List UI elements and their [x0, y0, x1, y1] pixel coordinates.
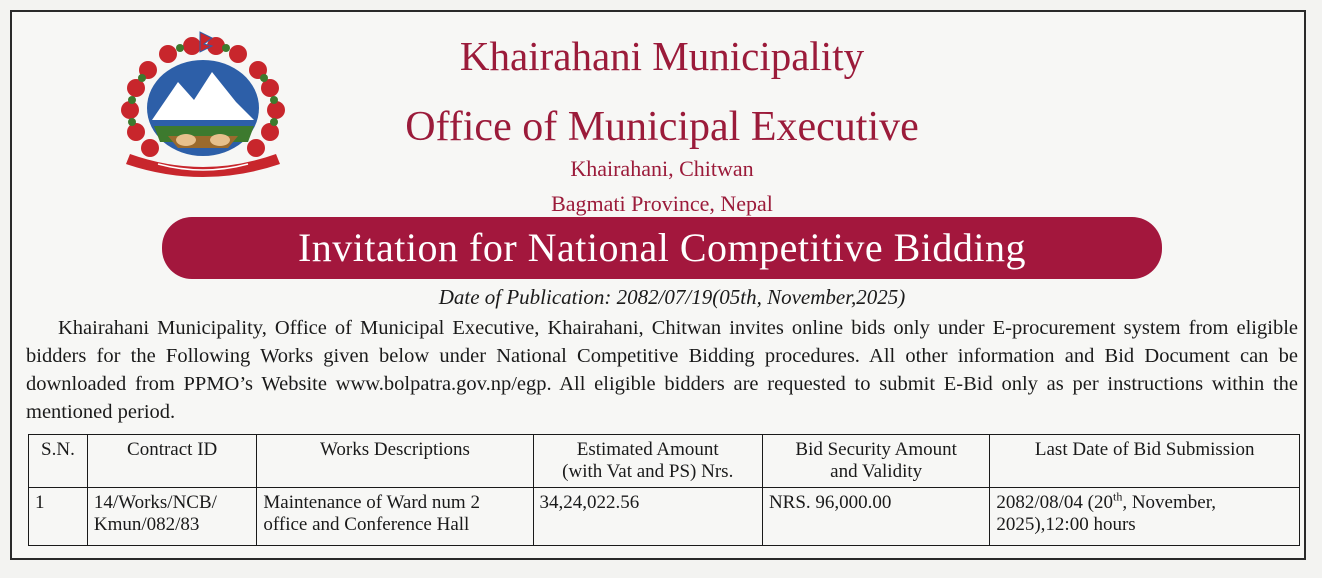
- cell-bid-security: NRS. 96,000.00: [762, 488, 989, 546]
- header-works: Works Descriptions: [257, 435, 533, 488]
- header-estimated-amount: [533, 435, 762, 488]
- publication-date: Date of Publication: 2082/07/19(05th, November,2025): [438, 285, 906, 309]
- table-header-row: [29, 435, 1300, 488]
- header-sn: S.N.: [29, 435, 88, 488]
- contract-id-line2: Kmun/082/83: [93, 514, 200, 535]
- notice-panel: [10, 10, 1306, 560]
- last-date-ordinal: th: [1112, 489, 1123, 504]
- cell-contract-id: [87, 488, 257, 546]
- cell-estimated-amount: 34,24,022.56: [533, 488, 762, 546]
- header-security-line1: Bid Security Amount: [795, 439, 957, 460]
- header-estimated-line2: (with Vat and PS) Nrs.: [562, 461, 734, 482]
- nepal-emblem-logo: [108, 30, 298, 180]
- location-line: Khairahani, Chitwan: [570, 156, 754, 181]
- header-contract-id: Contract ID: [87, 435, 257, 488]
- notice-title-banner: Invitation for National Competitive Bidding: [162, 217, 1162, 279]
- contract-id-line1: 14/Works/NCB/: [93, 492, 217, 513]
- office-title: Office of Municipal Executive: [405, 104, 919, 150]
- table-row: [29, 488, 1300, 546]
- works-line2: office and Conference Hall: [263, 514, 470, 535]
- notice-body: Khairahani Municipality, Office of Municipal Executive, Khairahani, Chitwan invites online bids only under E-procurement system from eligible bidders for the Following Works given below under National Competitive Bidding procedures. All other information and Bid Document can be downloaded from PPMO’s Website www.bolpatra.gov.np/egp. All eligible bidders are requested to submit E-Bid only as per instructions within the mentioned period.: [26, 317, 1298, 423]
- bid-table: [28, 434, 1300, 546]
- cell-last-date: [990, 488, 1300, 546]
- province-line: Bagmati Province, Nepal: [551, 191, 773, 216]
- header-bid-security: [762, 435, 989, 488]
- cell-works: [257, 488, 533, 546]
- header-security-line2: and Validity: [830, 461, 923, 482]
- header-last-date: Last Date of Bid Submission: [990, 435, 1300, 488]
- header-estimated-line1: Estimated Amount: [576, 439, 719, 460]
- works-line1: Maintenance of Ward num 2: [263, 492, 480, 513]
- municipality-title: Khairahani Municipality: [459, 33, 865, 79]
- last-date-part-a: 2082/08/04 (20: [996, 492, 1113, 513]
- last-date-part-b: , November,: [1122, 492, 1217, 513]
- cell-sn: 1: [29, 488, 88, 546]
- last-date-line2: 2025),12:00 hours: [996, 514, 1136, 535]
